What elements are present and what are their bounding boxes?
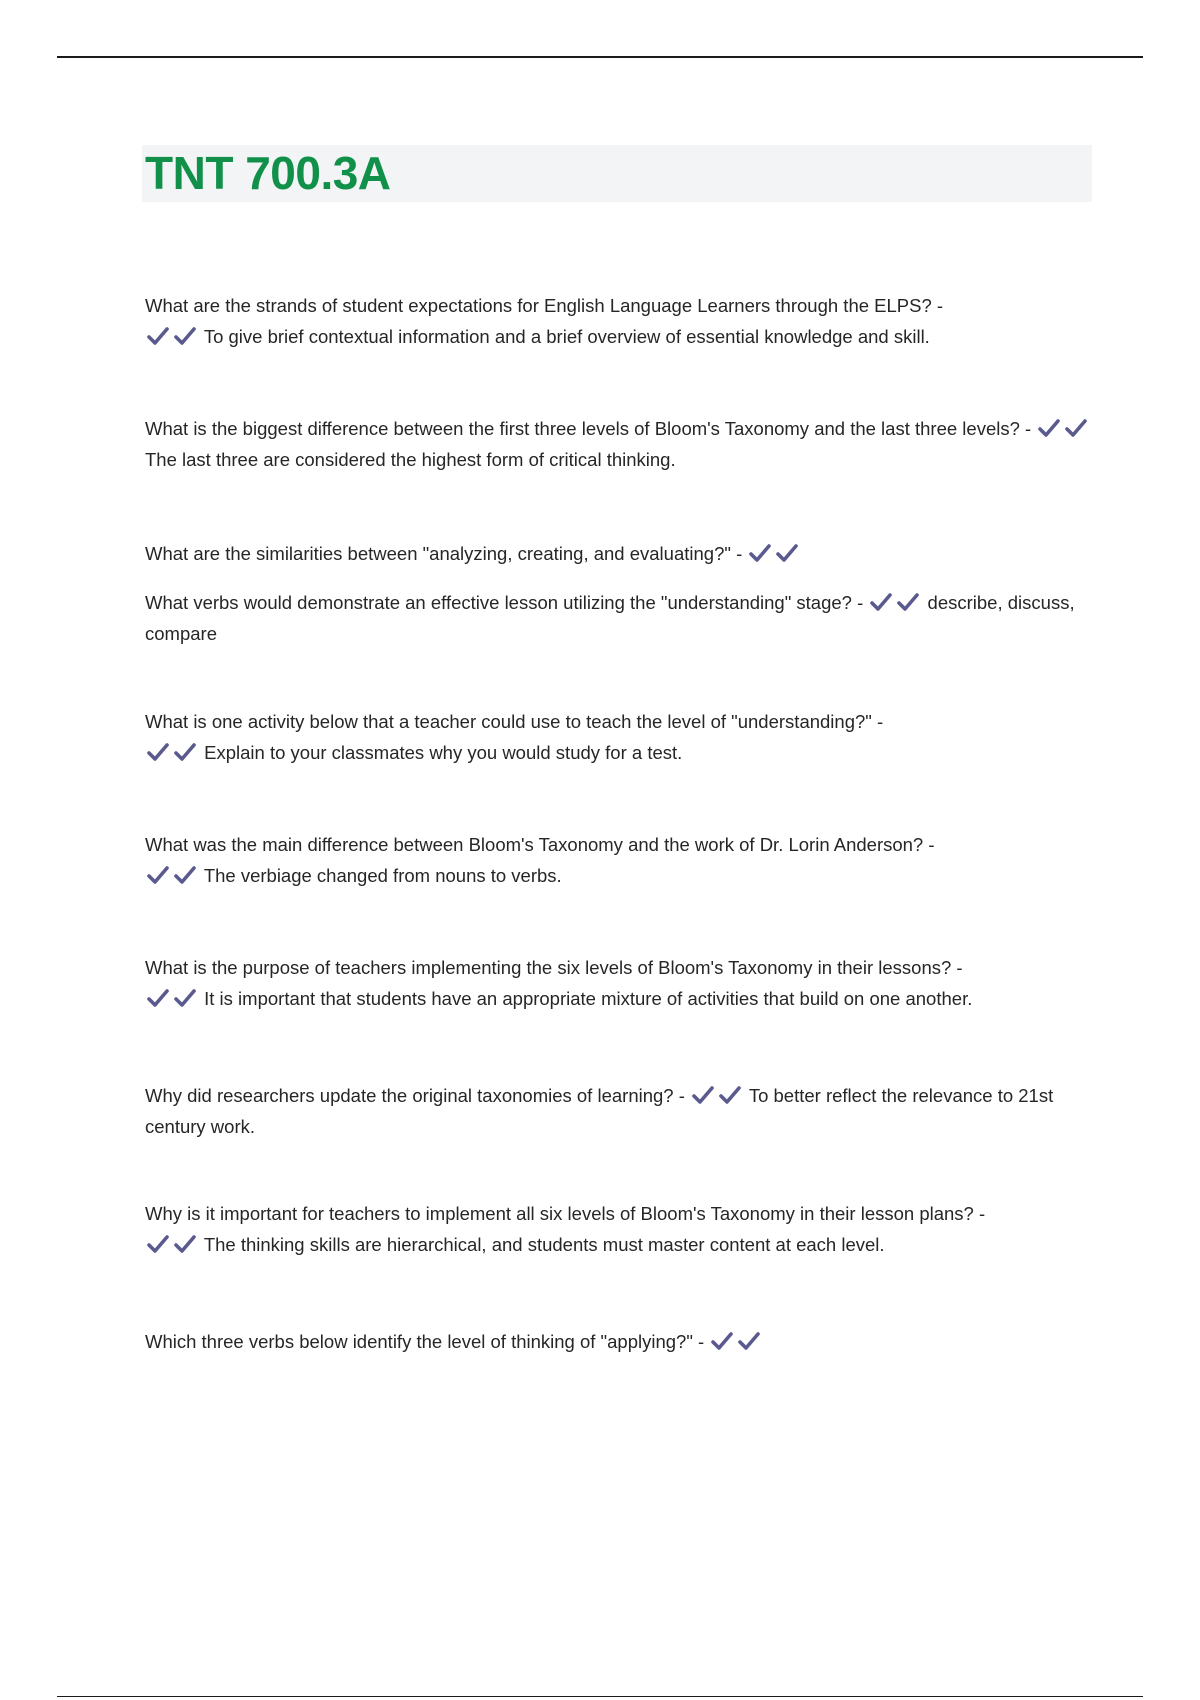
checkmark-icon [147,742,169,762]
checkmark-icon [147,988,169,1008]
answer-marker [747,543,801,564]
checkmark-icon [870,592,892,612]
checkmark-icon [174,1234,196,1254]
checkmark-icon [147,326,169,346]
qa-item [145,829,1095,891]
answer-marker [690,1085,744,1106]
header-rule [57,56,1143,58]
checkmark-icon [776,543,798,563]
answer-text: It is important that students have an appropriate mixture of activities that build on one another. [204,988,973,1009]
question-text: What is the biggest difference between the first three levels of Bloom's Taxonomy and the last three levels? - [145,418,1032,439]
answer-text: The verbiage changed from nouns to verbs. [203,865,562,886]
question-text: What was the main difference between Bloom's Taxonomy and the work of Dr. Lorin Anderson? - [145,834,935,855]
answer-text: The thinking skills are hierarchical, and students must master content at each level. [203,1234,885,1255]
checkmark-icon [738,1331,760,1351]
qa-item [145,1080,1095,1142]
question-text: What are the strands of student expectations for English Language Learners through the ELPS? - [145,295,944,316]
question-text: Why is it important for teachers to implement all six levels of Bloom's Taxonomy in their lesson plans? - [145,1203,986,1224]
question-text: What is one activity below that a teacher could use to teach the level of "understanding?" - [145,711,884,732]
question-text: Why did researchers update the original taxonomies of learning? - [145,1085,685,1106]
checkmark-icon [174,865,196,885]
question-text: What verbs would demonstrate an effective lesson utilizing the "understanding" stage? - [145,592,864,613]
checkmark-icon [692,1085,714,1105]
qa-item [145,706,1095,768]
footer-rule [57,1696,1143,1697]
document-title: TNT 700.3A [145,147,391,199]
title-banner [142,145,1092,202]
checkmark-icon [749,543,771,563]
answer-marker [1036,418,1090,439]
answer-marker [709,1331,763,1352]
checkmark-icon [897,592,919,612]
qa-item [145,587,1095,649]
qa-item [145,1326,1095,1357]
answer-text: The last three are considered the highest form of critical thinking. [145,449,676,470]
qa-item [145,538,1095,569]
qa-item [145,1198,1095,1260]
answer-marker [145,326,199,347]
answer-text: describe, discuss, compare [145,592,1075,644]
answer-marker [145,1234,199,1255]
answer-marker [145,988,199,1009]
answer-marker [145,865,199,886]
answer-marker [868,592,922,613]
qa-item [145,413,1095,475]
checkmark-icon [174,742,196,762]
question-text: What is the purpose of teachers implementing the six levels of Bloom's Taxonomy in their lessons? - [145,957,963,978]
checkmark-icon [719,1085,741,1105]
question-text: Which three verbs below identify the level of thinking of "applying?" - [145,1331,705,1352]
answer-text: Explain to your classmates why you would study for a test. [204,742,683,763]
checkmark-icon [147,865,169,885]
checkmark-icon [711,1331,733,1351]
qa-item [145,290,1095,352]
question-text: What are the similarities between "analyzing, creating, and evaluating?" - [145,543,743,564]
checkmark-icon [1065,418,1087,438]
answer-text: To give brief contextual information and a brief overview of essential knowledge and skill. [203,326,930,347]
checkmark-icon [174,326,196,346]
checkmark-icon [147,1234,169,1254]
answer-marker [145,742,199,763]
qa-item [145,952,1095,1014]
checkmark-icon [1038,418,1060,438]
answer-text: To better reflect the relevance to 21st century work. [145,1085,1054,1137]
checkmark-icon [174,988,196,1008]
